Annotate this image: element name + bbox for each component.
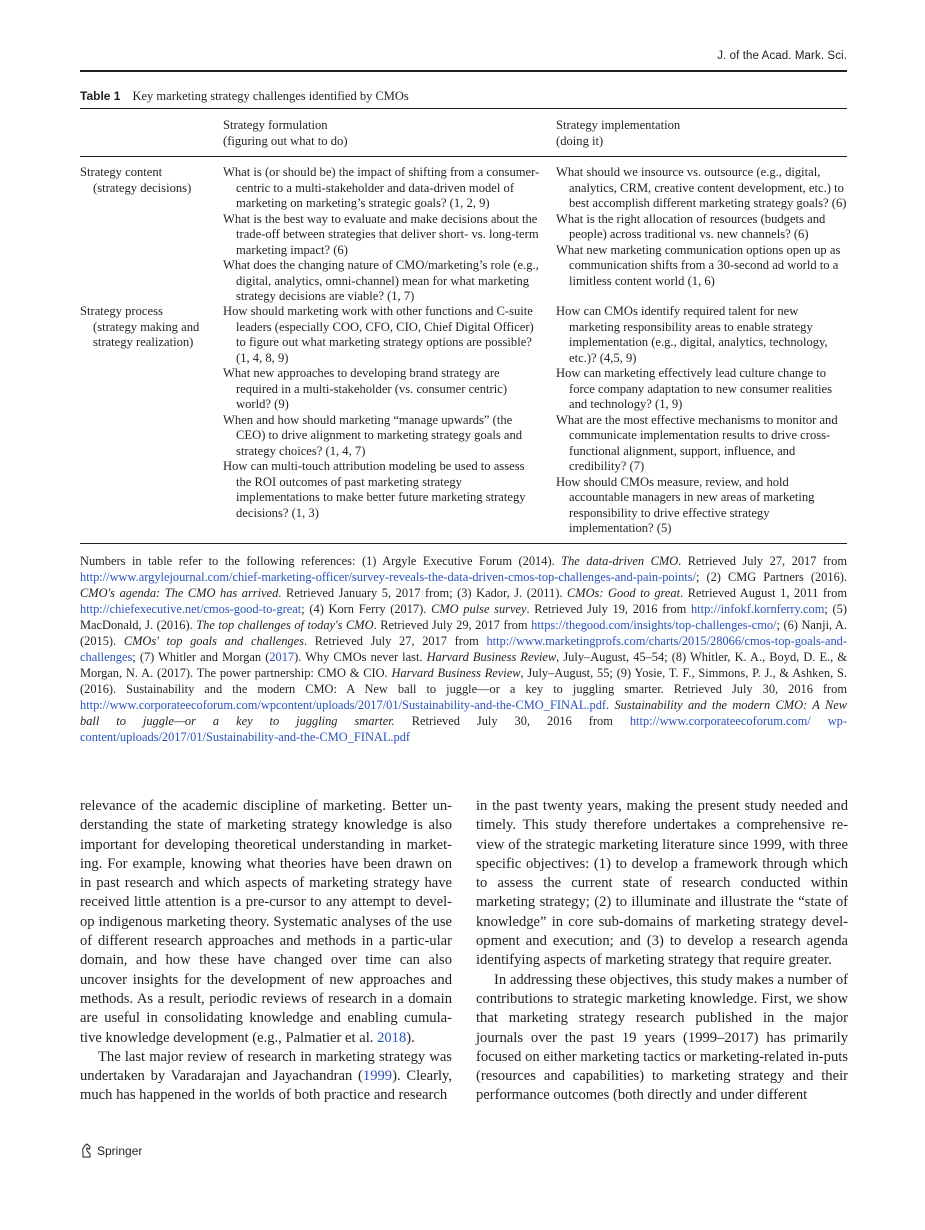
cell-content-implementation	[556, 165, 850, 289]
reference-link[interactable]: http://infokf.kornferry.com	[690, 602, 825, 616]
body-paragraph: In addressing these objectives, this study makes a number of contributions to strategic marketing knowledge. First, we show that marketing strategy research published in the major journals over the past 19 years (1999–2017) has primarily focused on either marketing tactics or marketing-related in-puts (resources and capabilities) to marketing strategy and their performance outcomes (both directly and under different	[476, 971, 848, 1104]
table-cell-item: How should CMOs measure, review, and hold accountable managers in new areas of marketing responsibility to drive effective strategy implementation? (5)	[556, 474, 815, 535]
springer-horse-icon	[80, 1143, 93, 1158]
publisher-name: Springer	[97, 1143, 143, 1158]
row-label-strategy-process: Strategy process (strategy making and strategy realization)	[80, 304, 200, 349]
table-cell-item: What new approaches to developing brand strategy are required in a multi-stakeholder (vs. consumer centric) world? (9)	[223, 366, 508, 411]
body-paragraph: in the past twenty years, making the present study needed and timely. This study therefore undertakes a comprehensive re-view of the strategic marketing literature since 1999, with three specific objectives: (1) to develop a framework through which to assess the current state of research conducted within marketing strategy; (2) to illuminate and illustrate the “state of knowledge” in core sub-domains of marketing strategy devel-opment and execution; and (3) to develop a research agenda identifying aspects of marketing strategy that require greater.	[476, 798, 848, 969]
table-cell-item: How can CMOs identify required talent for new marketing responsibility areas to enable strategy implementation (e.g., digital, analytics, technology, etc.)? (4,5, 9)	[556, 304, 828, 365]
citation-link[interactable]: 2017	[269, 650, 295, 664]
table-caption	[80, 89, 409, 104]
column-header-formulation: Strategy formulation (figuring out what to do)	[223, 118, 348, 148]
table-cell-item: What is the best way to evaluate and make decisions about the trade-off between strategies that deliver short- vs. long-term marketing impact? (6)	[223, 211, 539, 257]
table-bottom-rule	[80, 543, 847, 544]
cell-process-implementation	[556, 304, 850, 537]
citation-link[interactable]: 2018	[377, 1029, 407, 1046]
reference-link[interactable]: http://www.argylejournal.com/chief-marketing-officer/survey-reveals-the-data-driven-cmos-top-challenges-and-pain-points/	[80, 570, 696, 584]
table-cell-item: What should we insource vs. outsource (e.g., digital, analytics, CRM, creative content development, etc.) to best accomplish different marketing strategy goals? (6)	[556, 165, 847, 210]
reference-link[interactable]: http://www.corporateecoforum.com/wpcontent/uploads/2017/01/Sustainability-and-the-CMO_FINAL.pdf	[80, 698, 607, 712]
body-paragraph: relevance of the academic discipline of marketing. Better un-derstanding the state of marketing strategy knowledge is also important for developing theoretical understanding in market-ing. For example, knowing what theories have been drawn on in past research and which aspects of marketing strategy have received little attention is a pre-cursor to any attempt to devel-op indigenous marketing theory. Systematic analyses of the use of different research approaches and methods in a partic-ular domain, and how these have changed over time can also uncover insights for the development of new approaches and methods. As a result, periodic reviews of research in a domain are useful in consolidating knowledge and enabling cumula-tive knowledge development (e.g., Palmatier et al. 2018).	[80, 798, 452, 1046]
top-rule	[80, 70, 847, 72]
cell-content-formulation	[223, 165, 541, 305]
table-top-rule	[80, 108, 847, 109]
reference-link[interactable]: http://chiefexecutive.net/cmos-good-to-great	[80, 602, 302, 616]
table-label: Table 1	[80, 89, 121, 103]
publisher-footer	[80, 1143, 142, 1158]
citation-link[interactable]: 1999	[362, 1068, 393, 1085]
cell-process-formulation	[223, 304, 541, 521]
table-title: Key marketing strategy challenges identified by CMOs	[132, 89, 409, 103]
table-cell-item: What are the most effective mechanisms to monitor and communicate implementation results to drive cross-functional alignment, support, influence, and credibility? (7)	[556, 412, 838, 473]
row-label-strategy-content: Strategy content (strategy decisions)	[80, 165, 192, 195]
body-column-right	[476, 797, 848, 1106]
reference-link[interactable]: http://www.marketingprofs.com/charts/2015/28066/cmos-top-goals-and-challenges	[80, 634, 848, 664]
reference-link[interactable]: http://www.corporateecoforum.com/ wp-content/uploads/2017/01/Sustainability-and-the-CMO_FINAL.pdf	[80, 714, 847, 744]
reference-link[interactable]: https://thegood.com/insights/top-challenges-cmo/	[531, 618, 777, 632]
column-header-implementation: Strategy implementation (doing it)	[556, 118, 681, 148]
body-column-left	[80, 797, 452, 1106]
running-head: J. of the Acad. Mark. Sci.	[717, 50, 847, 62]
table-cell-item: What is the right allocation of resources (budgets and people) across traditional vs. new channels? (6)	[556, 211, 826, 241]
table-cell-item: What new marketing communication options open up as communication shifts from a 30-second ad world to a limitless content world (1, 6)	[556, 242, 841, 288]
table-cell-item: What is (or should be) the impact of shifting from a consumer-centric to a multi-stakeholder and data-driven model of marketing on marketing’s strategic goals? (1, 2, 9)	[223, 165, 540, 210]
table-cell-item: How can marketing effectively lead culture change to force company adaptation to new consumer realities and technology? (1, 9)	[556, 366, 832, 411]
body-paragraph: The last major review of research in marketing strategy was undertaken by Varadarajan and Jayachandran (1999). Clearly, much has happened in the worlds of both practice and research	[80, 1048, 453, 1104]
table-cell-item: What does the changing nature of CMO/marketing’s role (e.g., digital, analytics, omni-channel) mean for what marketing strategy decisions are viable? (1, 7)	[223, 258, 539, 303]
table-cell-item: How should marketing work with other functions and C-suite leaders (especially COO, CFO, CIO, Chief Digital Officer) to figure out what marketing strategy options are possible? (1, 4, 8, 9)	[223, 304, 534, 365]
table-cell-item: How can multi-touch attribution modeling be used to assess the ROI outcomes of past marketing strategy implementations to make better future marketing strategy decisions? (1, 3)	[223, 459, 526, 520]
table-notes: Numbers in table refer to the following references: (1) Argyle Executive Forum (2014). The data-driven CMO. Retrieved July 27, 2017 from http://www.argylejournal.com/chief-marketing-officer/survey-reveals-the-data-driven-cmos-top-challenges-and-pain-points/; (2) CMG Partners (2016). CMO's agenda: The CMO has arrived. Retrieved January 5, 2017 from; (3) Kador, J. (2011). CMOs: Good to great. Retrieved August 1, 2011 from http://chiefexecutive.net/cmos-good-to-great; (4) Korn Ferry (2017). CMO pulse survey. Retrieved July 19, 2016 from http://infokf.kornferry.com; (5) MacDonald, J. (2016). The top challenges of today's CMO. Retrieved July 29, 2017 from https://thegood.com/insights/top-challenges-cmo/; (6) Nanji, A. (2015). CMOs' top goals and challenges. Retrieved July 27, 2017 from http://www.marketingprofs.com/charts/2015/28066/cmos-top-goals-and-challenges; (7) Whitler and Morgan (2017). Why CMOs never last. Harvard Business Review, July–August, 45–54; (8) Whitler, K. A., Boyd, D. E., & Morgan, N. A. (2017). The power partnership: CMO & CIO. Harvard Business Review, July–August, 55; (9) Yosie, T. F., Simmons, P. J., & Ashken, S. (2016). Sustainability and the modern CMO: A New ball to juggle—or a key to juggling smarter. Retrieved July 30, 2016 from http://www.corporateecoforum.com/wpcontent/uploads/2017/01/Sustainability-and-the-CMO_FINAL.pdf. Sustainability and the modern CMO: A New ball to juggle—or a key to juggling smarter. Retrieved July 30, 2016 from http://www.corporateecoforum.com/ wp-content/uploads/2017/01/Sustainability-and-the-CMO_FINAL.pdf	[80, 554, 848, 744]
table-header-rule	[80, 156, 847, 157]
table-cell-item: When and how should marketing “manage upwards” (the CEO) to drive alignment to marketing strategy goals and strategy choices? (1, 4, 7)	[223, 412, 523, 458]
